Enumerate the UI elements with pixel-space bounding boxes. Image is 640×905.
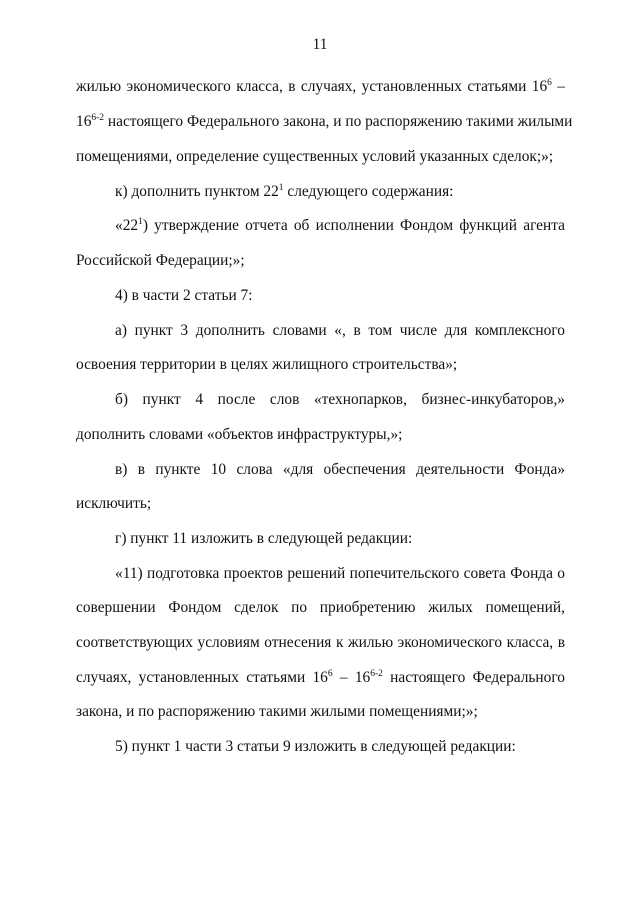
text-line: 4) в части 2 статьи 7:	[115, 287, 253, 304]
text-line: 16$^{6-2}$ настоящего Федерального закона, и по распоряжению такими жилыми	[76, 113, 573, 130]
text-line: помещениями, определение существенных условий указанных сделок;»;	[76, 148, 554, 165]
text-line: освоения территории в целях жилищного строительства»;	[76, 356, 458, 373]
text-line: соответствующих условиям отнесения к жилью экономического класса, в	[76, 634, 565, 651]
text-line: в) в пункте 10 слова «для обеспечения деятельности Фонда»	[115, 461, 565, 478]
text-line: совершении Фондом сделок по приобретению жилых помещений,	[76, 599, 565, 616]
text-line: «11) подготовка проектов решений попечительского совета Фонда о	[115, 565, 565, 582]
text-line: случаях, установленных статьями $16^6 - 16^{6-2}$ настоящего Федерального	[76, 669, 565, 686]
text-line: закона, и по распоряжению такими жилыми помещениями;»;	[76, 703, 478, 720]
page-number: 11	[312, 36, 328, 53]
text-line: к) дополнить пунктом $22^1$ следующего содержания:	[115, 183, 454, 200]
text-line: исключить;	[76, 495, 152, 512]
text-line: Российской Федерации;»;	[76, 252, 245, 269]
text-line: «$22^1$) утверждение отчета об исполнении Фондом функций агента	[115, 217, 565, 234]
text-line: 5) пункт 1 части 3 статьи 9 изложить в следующей редакции:	[115, 738, 516, 755]
text-line: а) пункт 3 дополнить словами «, в том числе для комплексного	[115, 322, 565, 339]
text-line: жилью экономического класса, в случаях, установленных статьями $16^6$ –	[76, 78, 565, 95]
text-line: г) пункт 11 изложить в следующей редакции:	[115, 530, 413, 547]
text-line: дополнить словами «объектов инфраструктуры,»;	[76, 426, 403, 443]
text-line: б) пункт 4 после слов «технопарков, бизнес-инкубаторов,»	[115, 391, 565, 408]
